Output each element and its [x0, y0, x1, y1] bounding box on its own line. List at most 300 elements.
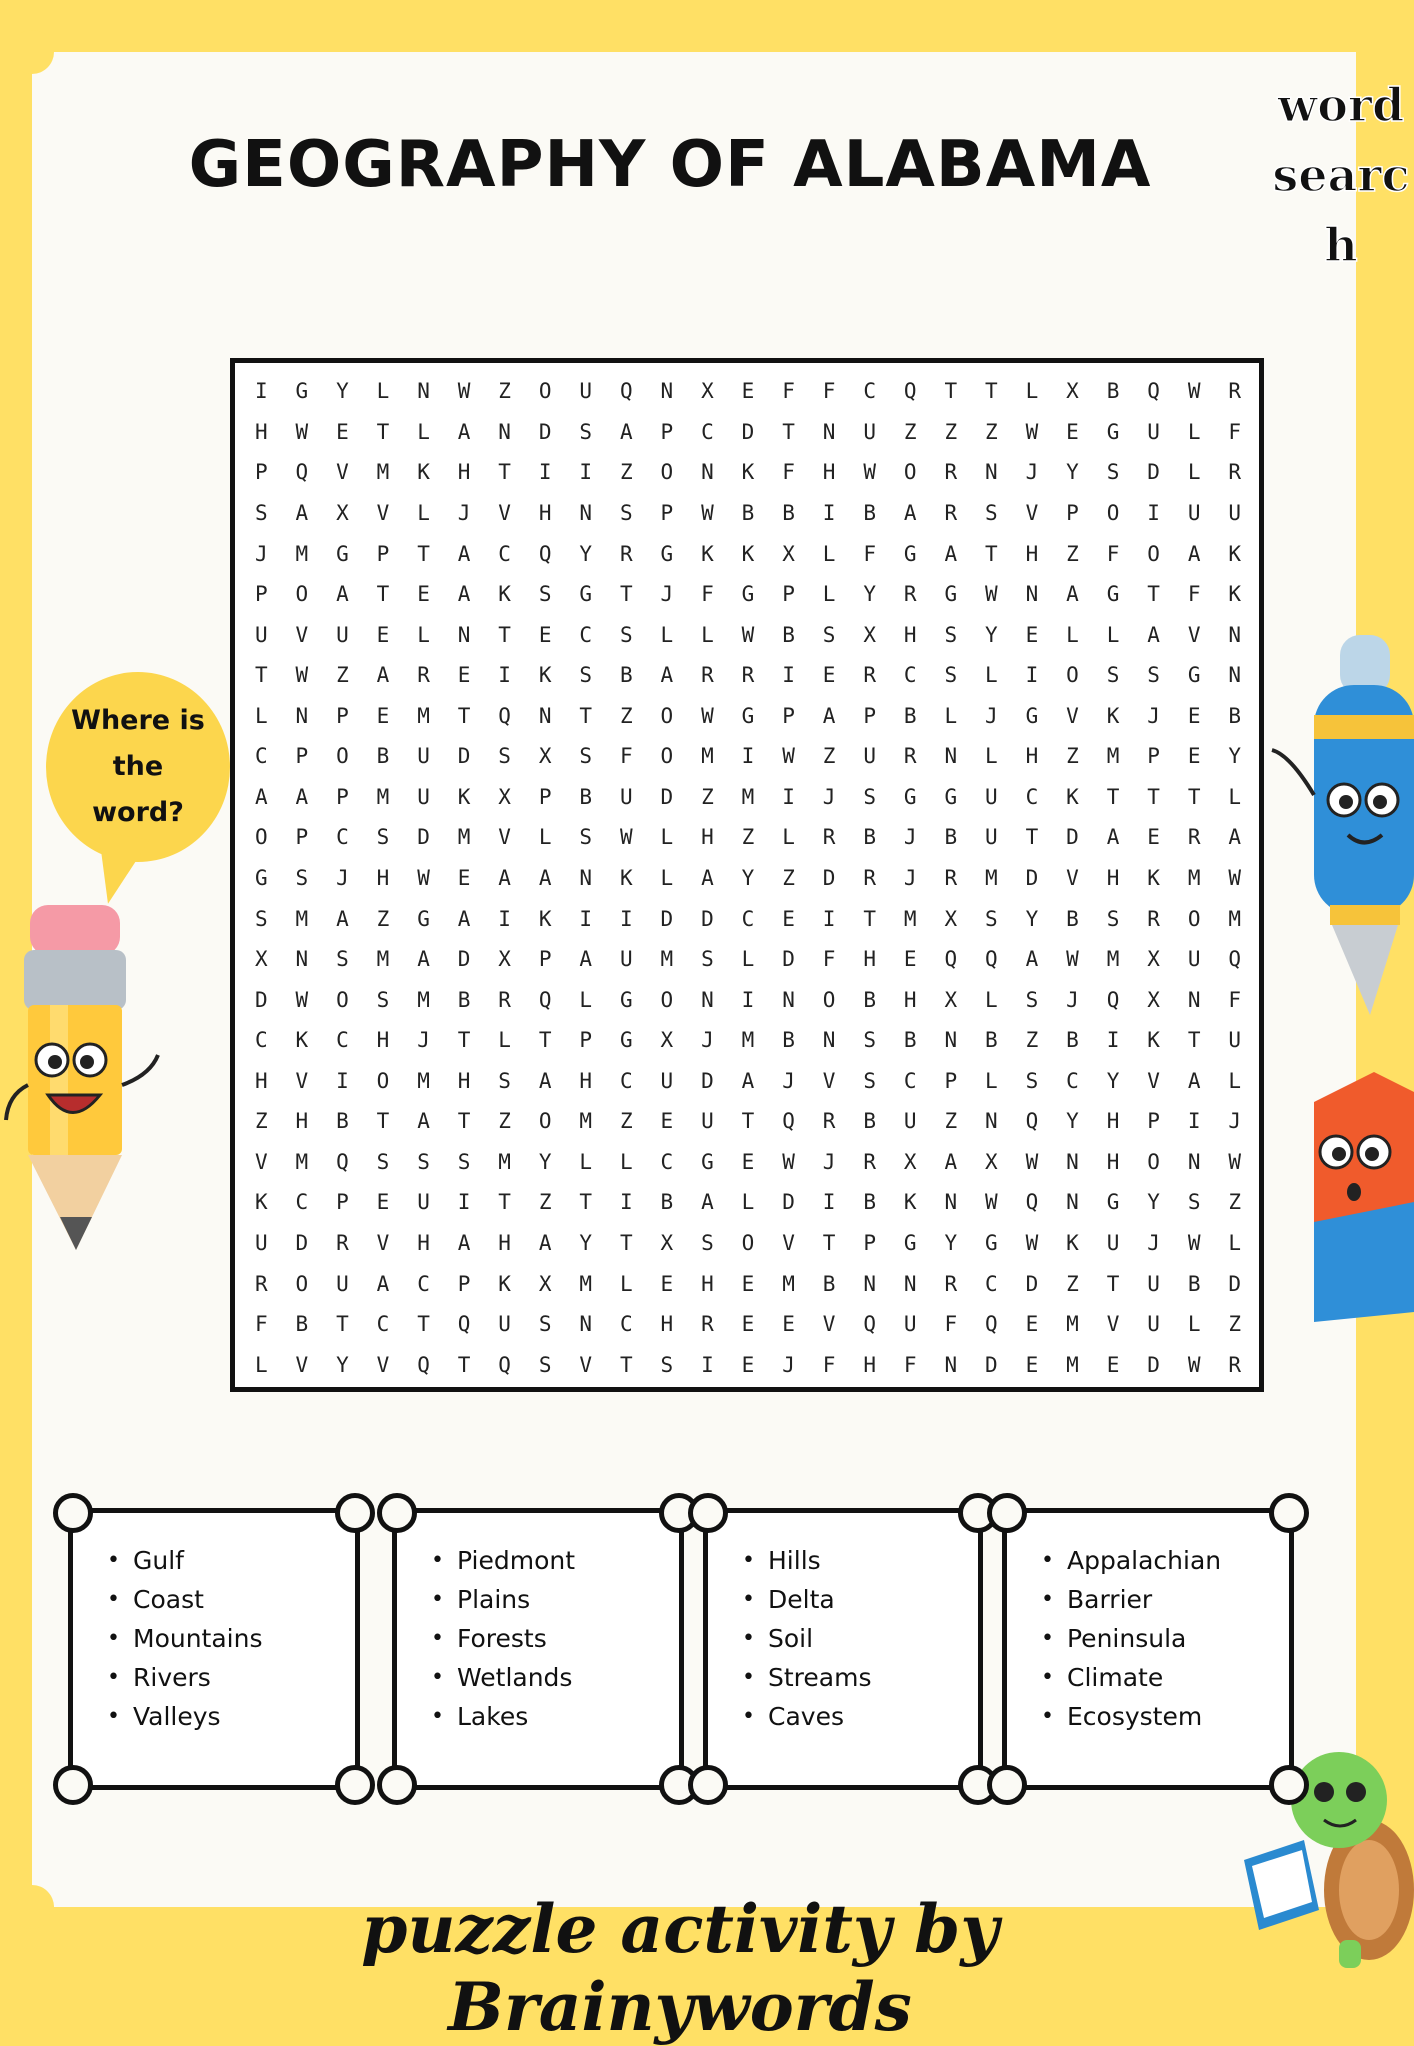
grid-letter-cell[interactable]: G	[944, 784, 958, 809]
grid-letter-cell[interactable]: N	[579, 1312, 593, 1337]
grid-letter-cell[interactable]: E	[660, 1109, 674, 1134]
grid-letter-cell[interactable]: P	[336, 703, 349, 728]
grid-letter-cell[interactable]: W	[701, 500, 714, 525]
grid-letter-cell[interactable]: N	[1187, 1149, 1201, 1174]
grid-letter-cell[interactable]: T	[376, 582, 390, 607]
grid-letter-cell[interactable]: B	[1106, 379, 1120, 404]
grid-letter-cell[interactable]: Y	[1066, 460, 1079, 485]
grid-letter-cell[interactable]: V	[295, 622, 309, 647]
grid-letter-cell[interactable]: S	[538, 1352, 552, 1377]
grid-letter-cell[interactable]: G	[579, 582, 593, 607]
grid-letter-cell[interactable]: Y	[863, 582, 876, 607]
grid-letter-cell[interactable]: J	[254, 541, 268, 566]
grid-letter-cell[interactable]: D	[1025, 1271, 1039, 1296]
grid-letter-cell[interactable]: S	[376, 1149, 390, 1174]
grid-letter-cell[interactable]: J	[985, 703, 998, 728]
grid-letter-cell[interactable]: C	[1066, 1068, 1079, 1093]
grid-letter-cell[interactable]: P	[1147, 744, 1160, 769]
grid-letter-cell[interactable]: U	[1187, 947, 1201, 972]
grid-letter-cell[interactable]: L	[498, 1028, 511, 1053]
grid-letter-cell[interactable]: E	[1147, 825, 1160, 850]
grid-letter-cell[interactable]: P	[782, 703, 795, 728]
grid-letter-cell[interactable]: U	[1106, 1231, 1120, 1256]
grid-letter-cell[interactable]: E	[538, 622, 552, 647]
grid-letter-cell[interactable]: W	[1228, 865, 1242, 890]
grid-letter-cell[interactable]: O	[336, 987, 349, 1012]
grid-letter-cell[interactable]: V	[336, 460, 349, 485]
grid-letter-cell[interactable]: E	[741, 1312, 755, 1337]
grid-letter-cell[interactable]: L	[579, 987, 593, 1012]
grid-letter-cell[interactable]: N	[1066, 1190, 1079, 1215]
grid-letter-cell[interactable]: K	[1147, 1028, 1160, 1053]
grid-letter-cell[interactable]: L	[579, 1149, 593, 1174]
grid-letter-cell[interactable]: V	[376, 500, 390, 525]
grid-letter-cell[interactable]: W	[1187, 379, 1201, 404]
grid-letter-cell[interactable]: M	[417, 1068, 430, 1093]
grid-letter-cell[interactable]: A	[1106, 825, 1120, 850]
grid-letter-cell[interactable]: D	[538, 419, 552, 444]
grid-letter-cell[interactable]: A	[1025, 947, 1039, 972]
grid-letter-cell[interactable]: P	[944, 1068, 958, 1093]
grid-letter-cell[interactable]: R	[822, 825, 836, 850]
grid-letter-cell[interactable]: E	[376, 622, 390, 647]
grid-letter-cell[interactable]: I	[782, 784, 795, 809]
grid-letter-cell[interactable]: G	[985, 1231, 998, 1256]
grid-letter-cell[interactable]: P	[254, 582, 268, 607]
grid-letter-cell[interactable]: E	[782, 906, 795, 931]
grid-letter-cell[interactable]: D	[1147, 460, 1160, 485]
grid-letter-cell[interactable]: L	[701, 622, 714, 647]
grid-letter-cell[interactable]: E	[822, 663, 836, 688]
grid-letter-cell[interactable]: L	[741, 1190, 755, 1215]
grid-letter-cell[interactable]: S	[457, 1149, 471, 1174]
grid-letter-cell[interactable]: B	[1066, 1028, 1079, 1053]
grid-letter-cell[interactable]: F	[619, 744, 633, 769]
grid-letter-cell[interactable]: S	[579, 419, 593, 444]
grid-letter-cell[interactable]: L	[985, 1068, 998, 1093]
grid-letter-cell[interactable]: W	[863, 460, 876, 485]
grid-letter-cell[interactable]: F	[701, 582, 714, 607]
grid-letter-cell[interactable]: W	[1025, 1149, 1039, 1174]
grid-letter-cell[interactable]: E	[336, 419, 349, 444]
grid-letter-cell[interactable]: Z	[944, 1109, 958, 1134]
grid-letter-cell[interactable]: R	[863, 663, 876, 688]
grid-letter-cell[interactable]: Q	[619, 379, 633, 404]
grid-letter-cell[interactable]: K	[1228, 541, 1242, 566]
grid-letter-cell[interactable]: B	[741, 500, 755, 525]
grid-letter-cell[interactable]: T	[336, 1312, 349, 1337]
grid-letter-cell[interactable]: C	[1025, 784, 1039, 809]
grid-letter-cell[interactable]: B	[336, 1109, 349, 1134]
grid-letter-cell[interactable]: H	[660, 1312, 674, 1337]
grid-letter-cell[interactable]: R	[903, 744, 917, 769]
grid-letter-cell[interactable]: W	[741, 622, 755, 647]
grid-letter-cell[interactable]: K	[1106, 703, 1120, 728]
grid-letter-cell[interactable]: L	[254, 703, 268, 728]
grid-letter-cell[interactable]: Z	[254, 1109, 268, 1134]
grid-letter-cell[interactable]: M	[660, 947, 674, 972]
grid-letter-cell[interactable]: O	[660, 744, 674, 769]
grid-letter-cell[interactable]: Z	[1228, 1312, 1242, 1337]
grid-letter-cell[interactable]: D	[1025, 865, 1039, 890]
grid-letter-cell[interactable]: D	[254, 987, 268, 1012]
grid-letter-cell[interactable]: N	[1187, 987, 1201, 1012]
grid-letter-cell[interactable]: M	[579, 1109, 593, 1134]
grid-letter-cell[interactable]: C	[701, 419, 714, 444]
grid-letter-cell[interactable]: J	[336, 865, 349, 890]
grid-letter-cell[interactable]: N	[1228, 622, 1242, 647]
grid-letter-cell[interactable]: J	[1147, 1231, 1160, 1256]
grid-letter-cell[interactable]: E	[741, 1352, 755, 1377]
grid-letter-cell[interactable]: A	[254, 784, 268, 809]
grid-letter-cell[interactable]: M	[1066, 1312, 1079, 1337]
grid-letter-cell[interactable]: Q	[538, 987, 552, 1012]
grid-letter-cell[interactable]: H	[1025, 744, 1039, 769]
grid-letter-cell[interactable]: W	[1187, 1231, 1201, 1256]
grid-letter-cell[interactable]: L	[985, 744, 998, 769]
grid-letter-cell[interactable]: C	[254, 744, 268, 769]
grid-letter-cell[interactable]: F	[822, 1352, 836, 1377]
grid-letter-cell[interactable]: V	[1187, 622, 1201, 647]
grid-letter-cell[interactable]: L	[1228, 1231, 1242, 1256]
grid-letter-cell[interactable]: R	[741, 663, 755, 688]
grid-letter-cell[interactable]: T	[457, 703, 471, 728]
grid-letter-cell[interactable]: D	[417, 825, 430, 850]
grid-letter-cell[interactable]: N	[985, 460, 998, 485]
grid-letter-cell[interactable]: A	[1187, 1068, 1201, 1093]
grid-letter-cell[interactable]: I	[741, 987, 755, 1012]
grid-letter-cell[interactable]: O	[254, 825, 268, 850]
grid-letter-cell[interactable]: S	[822, 622, 836, 647]
grid-letter-cell[interactable]: T	[254, 663, 268, 688]
grid-letter-cell[interactable]: D	[701, 1068, 714, 1093]
grid-letter-cell[interactable]: M	[376, 460, 390, 485]
grid-letter-cell[interactable]: A	[619, 419, 633, 444]
grid-letter-cell[interactable]: A	[944, 541, 958, 566]
grid-letter-cell[interactable]: U	[701, 1109, 714, 1134]
grid-letter-cell[interactable]: N	[985, 1109, 998, 1134]
grid-letter-cell[interactable]: K	[498, 1271, 511, 1296]
grid-letter-cell[interactable]: L	[1187, 419, 1201, 444]
grid-letter-cell[interactable]: Y	[1066, 1109, 1079, 1134]
grid-letter-cell[interactable]: Y	[1106, 1068, 1120, 1093]
grid-letter-cell[interactable]: L	[1066, 622, 1079, 647]
grid-letter-cell[interactable]: Z	[1025, 1028, 1039, 1053]
grid-letter-cell[interactable]: A	[417, 1109, 430, 1134]
grid-letter-cell[interactable]: Z	[498, 1109, 511, 1134]
grid-letter-cell[interactable]: E	[741, 379, 755, 404]
grid-letter-cell[interactable]: A	[903, 500, 917, 525]
grid-letter-cell[interactable]: V	[498, 825, 511, 850]
grid-letter-cell[interactable]: I	[782, 663, 795, 688]
grid-letter-cell[interactable]: L	[254, 1352, 268, 1377]
grid-letter-cell[interactable]: R	[822, 1109, 836, 1134]
grid-letter-cell[interactable]: S	[579, 663, 593, 688]
grid-letter-cell[interactable]: L	[1187, 460, 1201, 485]
grid-letter-cell[interactable]: J	[1147, 703, 1160, 728]
grid-letter-cell[interactable]: U	[498, 1312, 511, 1337]
grid-letter-cell[interactable]: R	[417, 663, 430, 688]
grid-letter-cell[interactable]: Q	[1025, 1109, 1039, 1134]
grid-letter-cell[interactable]: M	[903, 906, 917, 931]
grid-letter-cell[interactable]: T	[619, 1231, 633, 1256]
grid-letter-cell[interactable]: D	[1147, 1352, 1160, 1377]
grid-letter-cell[interactable]: T	[1187, 784, 1201, 809]
grid-letter-cell[interactable]: O	[1147, 1149, 1160, 1174]
grid-letter-cell[interactable]: N	[579, 865, 593, 890]
grid-letter-cell[interactable]: U	[863, 419, 876, 444]
grid-letter-cell[interactable]: T	[579, 703, 593, 728]
grid-letter-cell[interactable]: W	[1187, 1352, 1201, 1377]
grid-letter-cell[interactable]: B	[782, 622, 795, 647]
grid-letter-cell[interactable]: J	[822, 1149, 836, 1174]
grid-letter-cell[interactable]: V	[1025, 500, 1039, 525]
grid-letter-cell[interactable]: S	[701, 947, 714, 972]
grid-letter-cell[interactable]: Z	[376, 906, 390, 931]
grid-letter-cell[interactable]: D	[701, 906, 714, 931]
grid-letter-cell[interactable]: U	[863, 744, 876, 769]
grid-letter-cell[interactable]: S	[1106, 460, 1120, 485]
grid-letter-cell[interactable]: M	[741, 784, 755, 809]
grid-letter-cell[interactable]: A	[336, 906, 349, 931]
grid-letter-cell[interactable]: G	[741, 703, 755, 728]
grid-letter-cell[interactable]: B	[1228, 703, 1242, 728]
grid-letter-cell[interactable]: T	[1106, 1271, 1120, 1296]
grid-letter-cell[interactable]: K	[1147, 865, 1160, 890]
grid-letter-cell[interactable]: K	[741, 460, 755, 485]
grid-letter-cell[interactable]: F	[1228, 419, 1242, 444]
grid-letter-cell[interactable]: H	[1106, 1109, 1120, 1134]
grid-letter-cell[interactable]: L	[1228, 784, 1242, 809]
grid-letter-cell[interactable]: G	[1106, 419, 1120, 444]
grid-letter-cell[interactable]: V	[254, 1149, 268, 1174]
grid-letter-cell[interactable]: L	[741, 947, 755, 972]
grid-letter-cell[interactable]: R	[944, 500, 958, 525]
grid-letter-cell[interactable]: B	[619, 663, 633, 688]
grid-letter-cell[interactable]: U	[336, 1271, 349, 1296]
grid-letter-cell[interactable]: G	[336, 541, 349, 566]
grid-letter-cell[interactable]: Z	[1066, 1271, 1079, 1296]
grid-letter-cell[interactable]: N	[579, 500, 593, 525]
grid-letter-cell[interactable]: S	[498, 744, 511, 769]
grid-letter-cell[interactable]: J	[660, 582, 674, 607]
grid-letter-cell[interactable]: R	[1228, 379, 1242, 404]
grid-letter-cell[interactable]: B	[863, 1190, 876, 1215]
grid-letter-cell[interactable]: E	[376, 1190, 390, 1215]
grid-letter-cell[interactable]: T	[1025, 825, 1039, 850]
grid-letter-cell[interactable]: W	[295, 663, 309, 688]
grid-letter-cell[interactable]: U	[417, 1190, 430, 1215]
grid-letter-cell[interactable]: A	[376, 663, 390, 688]
grid-letter-cell[interactable]: S	[376, 987, 390, 1012]
grid-letter-cell[interactable]: I	[822, 1190, 836, 1215]
grid-letter-cell[interactable]: X	[336, 500, 349, 525]
grid-letter-cell[interactable]: X	[254, 947, 268, 972]
grid-letter-cell[interactable]: I	[1025, 663, 1039, 688]
grid-letter-cell[interactable]: G	[254, 865, 268, 890]
grid-letter-cell[interactable]: E	[741, 1271, 755, 1296]
grid-letter-cell[interactable]: O	[538, 1109, 552, 1134]
grid-letter-cell[interactable]: W	[985, 1190, 998, 1215]
grid-letter-cell[interactable]: V	[782, 1231, 795, 1256]
grid-letter-cell[interactable]: S	[254, 906, 268, 931]
grid-letter-cell[interactable]: K	[1228, 582, 1242, 607]
grid-letter-cell[interactable]: T	[498, 460, 511, 485]
grid-letter-cell[interactable]: E	[1187, 703, 1201, 728]
grid-letter-cell[interactable]: J	[782, 1068, 795, 1093]
grid-letter-cell[interactable]: E	[1106, 1352, 1120, 1377]
grid-letter-cell[interactable]: E	[457, 865, 471, 890]
grid-letter-cell[interactable]: J	[903, 825, 917, 850]
grid-letter-cell[interactable]: N	[822, 419, 836, 444]
grid-letter-cell[interactable]: H	[701, 1271, 714, 1296]
grid-letter-cell[interactable]: S	[1106, 663, 1120, 688]
grid-letter-cell[interactable]: Y	[336, 1352, 349, 1377]
grid-letter-cell[interactable]: Q	[417, 1352, 430, 1377]
grid-letter-cell[interactable]: Y	[336, 379, 349, 404]
grid-letter-cell[interactable]: U	[1187, 500, 1201, 525]
grid-letter-cell[interactable]: B	[376, 744, 390, 769]
grid-letter-cell[interactable]: P	[863, 703, 876, 728]
grid-letter-cell[interactable]: I	[822, 906, 836, 931]
grid-letter-cell[interactable]: W	[295, 987, 309, 1012]
grid-letter-cell[interactable]: O	[741, 1231, 755, 1256]
grid-letter-cell[interactable]: S	[701, 1231, 714, 1256]
grid-letter-cell[interactable]: H	[903, 987, 917, 1012]
grid-letter-cell[interactable]: L	[619, 1271, 633, 1296]
grid-letter-cell[interactable]: I	[498, 663, 511, 688]
grid-letter-cell[interactable]: D	[822, 865, 836, 890]
grid-letter-cell[interactable]: K	[741, 541, 755, 566]
grid-letter-cell[interactable]: C	[863, 379, 876, 404]
grid-letter-cell[interactable]: N	[944, 1028, 958, 1053]
grid-letter-cell[interactable]: M	[579, 1271, 593, 1296]
grid-letter-cell[interactable]: O	[1106, 500, 1120, 525]
grid-letter-cell[interactable]: T	[417, 541, 430, 566]
grid-letter-cell[interactable]: M	[741, 1028, 755, 1053]
grid-letter-cell[interactable]: N	[295, 947, 309, 972]
grid-letter-cell[interactable]: G	[295, 379, 309, 404]
grid-letter-cell[interactable]: N	[1228, 663, 1242, 688]
grid-letter-cell[interactable]: H	[538, 500, 552, 525]
grid-letter-cell[interactable]: X	[782, 541, 795, 566]
grid-letter-cell[interactable]: Q	[1106, 987, 1120, 1012]
grid-letter-cell[interactable]: C	[498, 541, 511, 566]
grid-letter-cell[interactable]: Z	[741, 825, 755, 850]
grid-letter-cell[interactable]: H	[295, 1109, 309, 1134]
grid-letter-cell[interactable]: V	[295, 1068, 309, 1093]
grid-letter-cell[interactable]: V	[822, 1312, 836, 1337]
grid-letter-cell[interactable]: L	[619, 1149, 633, 1174]
grid-letter-cell[interactable]: B	[863, 825, 876, 850]
grid-letter-cell[interactable]: R	[944, 1271, 958, 1296]
grid-letter-cell[interactable]: T	[985, 379, 998, 404]
grid-letter-cell[interactable]: Z	[619, 703, 633, 728]
grid-letter-cell[interactable]: Y	[944, 1231, 958, 1256]
grid-letter-cell[interactable]: I	[538, 460, 552, 485]
grid-letter-cell[interactable]: G	[701, 1149, 714, 1174]
grid-letter-cell[interactable]: X	[903, 1149, 917, 1174]
grid-letter-cell[interactable]: O	[1147, 541, 1160, 566]
grid-letter-cell[interactable]: T	[863, 906, 876, 931]
grid-letter-cell[interactable]: Q	[295, 460, 309, 485]
grid-letter-cell[interactable]: X	[1066, 379, 1079, 404]
grid-letter-cell[interactable]: I	[254, 379, 268, 404]
grid-letter-cell[interactable]: P	[782, 582, 795, 607]
grid-letter-cell[interactable]: H	[579, 1068, 593, 1093]
grid-letter-cell[interactable]: H	[254, 419, 268, 444]
grid-letter-cell[interactable]: L	[985, 987, 998, 1012]
grid-letter-cell[interactable]: I	[1147, 500, 1160, 525]
grid-letter-cell[interactable]: V	[376, 1352, 390, 1377]
grid-letter-cell[interactable]: O	[660, 703, 674, 728]
grid-letter-cell[interactable]: S	[944, 663, 958, 688]
grid-letter-cell[interactable]: C	[985, 1271, 998, 1296]
grid-letter-cell[interactable]: G	[619, 987, 633, 1012]
grid-letter-cell[interactable]: S	[863, 784, 876, 809]
grid-letter-cell[interactable]: Q	[1228, 947, 1242, 972]
grid-letter-cell[interactable]: N	[1025, 582, 1039, 607]
grid-letter-cell[interactable]: J	[1066, 987, 1079, 1012]
grid-letter-cell[interactable]: Z	[619, 1109, 633, 1134]
grid-letter-cell[interactable]: D	[782, 1190, 795, 1215]
grid-letter-cell[interactable]: N	[782, 987, 795, 1012]
grid-letter-cell[interactable]: H	[863, 1352, 876, 1377]
grid-letter-cell[interactable]: A	[822, 703, 836, 728]
grid-letter-cell[interactable]: K	[254, 1190, 268, 1215]
grid-letter-cell[interactable]: Z	[1066, 541, 1079, 566]
grid-letter-cell[interactable]: O	[336, 744, 349, 769]
grid-letter-cell[interactable]: X	[701, 379, 714, 404]
grid-letter-cell[interactable]: X	[660, 1028, 674, 1053]
grid-letter-cell[interactable]: H	[1025, 541, 1039, 566]
grid-letter-cell[interactable]: C	[660, 1149, 674, 1174]
grid-letter-cell[interactable]: R	[944, 460, 958, 485]
grid-letter-cell[interactable]: U	[579, 379, 593, 404]
grid-letter-cell[interactable]: Z	[822, 744, 836, 769]
grid-letter-cell[interactable]: E	[1025, 1312, 1039, 1337]
grid-letter-cell[interactable]: H	[1106, 1149, 1120, 1174]
grid-letter-cell[interactable]: Y	[741, 865, 755, 890]
grid-letter-cell[interactable]: H	[903, 622, 917, 647]
grid-letter-cell[interactable]: X	[944, 906, 958, 931]
grid-letter-cell[interactable]: N	[944, 1190, 958, 1215]
grid-letter-cell[interactable]: G	[1025, 703, 1039, 728]
grid-letter-cell[interactable]: C	[376, 1312, 390, 1337]
grid-letter-cell[interactable]: M	[457, 825, 471, 850]
grid-letter-cell[interactable]: G	[1106, 1190, 1120, 1215]
grid-letter-cell[interactable]: P	[538, 947, 552, 972]
grid-letter-cell[interactable]: L	[660, 865, 674, 890]
grid-letter-cell[interactable]: J	[457, 500, 471, 525]
grid-letter-cell[interactable]: S	[498, 1068, 511, 1093]
grid-letter-cell[interactable]: O	[660, 987, 674, 1012]
grid-letter-cell[interactable]: V	[498, 500, 511, 525]
grid-letter-cell[interactable]: F	[944, 1312, 958, 1337]
grid-letter-cell[interactable]: C	[579, 622, 593, 647]
grid-letter-cell[interactable]: M	[1066, 1352, 1079, 1377]
grid-letter-cell[interactable]: E	[660, 1271, 674, 1296]
grid-letter-cell[interactable]: O	[660, 460, 674, 485]
grid-letter-cell[interactable]: L	[660, 825, 674, 850]
grid-letter-cell[interactable]: L	[376, 379, 390, 404]
grid-letter-cell[interactable]: A	[701, 865, 714, 890]
grid-letter-cell[interactable]: O	[903, 460, 917, 485]
grid-letter-cell[interactable]: L	[944, 703, 958, 728]
grid-letter-cell[interactable]: U	[619, 784, 633, 809]
grid-letter-cell[interactable]: S	[1147, 663, 1160, 688]
grid-letter-cell[interactable]: Z	[619, 460, 633, 485]
